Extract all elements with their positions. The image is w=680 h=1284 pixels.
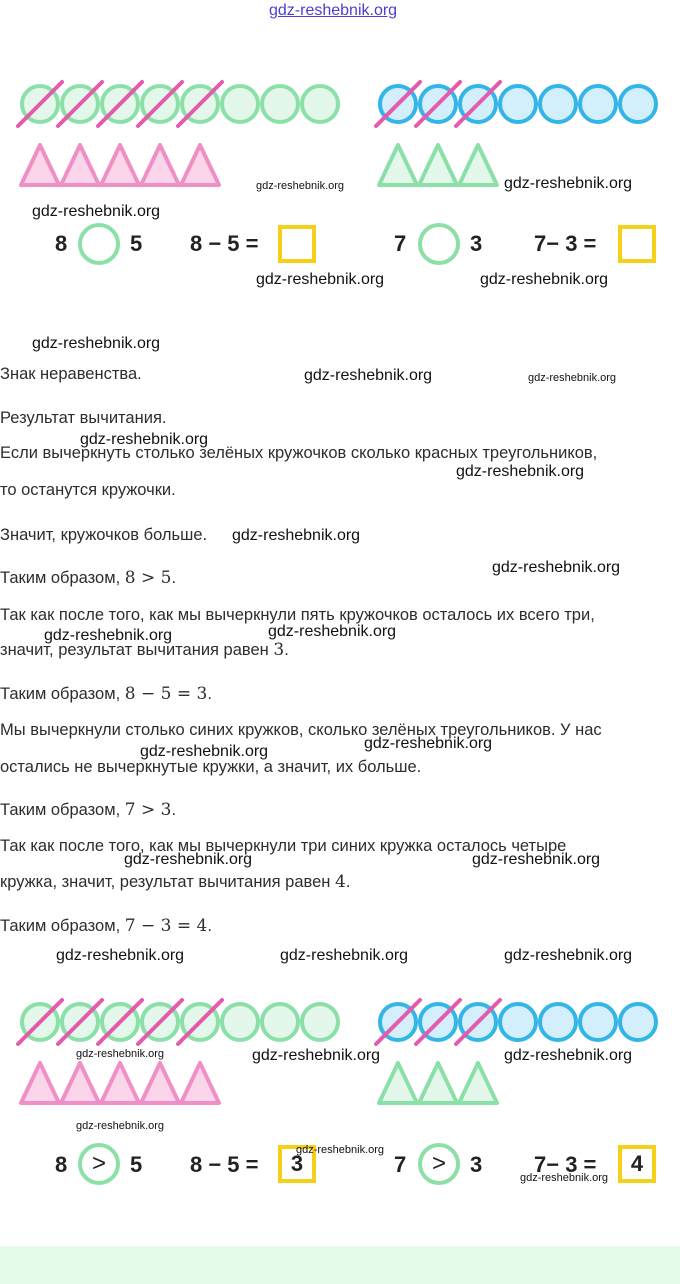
watermark: gdz-reshebnik.org: [76, 1048, 165, 1060]
paragraph-blue-line2: остались не вычеркнутые кружки, а значит, их больше.: [0, 758, 422, 776]
green-circle: [262, 1004, 298, 1040]
header-watermark-link[interactable]: gdz-reshebnik.org: [269, 2, 398, 19]
pink-triangles-row: [21, 1063, 219, 1103]
period: .: [171, 569, 177, 587]
pink-triangle: [181, 145, 219, 185]
period: .: [207, 685, 212, 703]
watermark: gdz-reshebnik.org: [504, 947, 633, 964]
green-triangle: [379, 1063, 417, 1103]
watermark: gdz-reshebnik.org: [364, 735, 493, 752]
watermark: gdz-reshebnik.org: [504, 1047, 633, 1064]
watermark: gdz-reshebnik.org: [252, 1047, 381, 1064]
green-triangle: [419, 145, 457, 185]
blue-circle: [500, 1004, 536, 1040]
pink-triangle: [141, 145, 179, 185]
bottom-left-number-b: 5: [130, 1152, 143, 1177]
top-left-number-b: 5: [130, 231, 143, 256]
blue-circle: [500, 86, 536, 122]
bottom-right-answer: 4: [630, 1151, 644, 1176]
paragraph-sign: Знак неравенства.: [0, 365, 142, 383]
watermark: gdz-reshebnik.org: [44, 627, 173, 644]
green-triangle: [419, 1063, 457, 1103]
top-left-number-a: 8: [55, 231, 68, 256]
watermark: gdz-reshebnik.org: [56, 947, 185, 964]
footer-band: [0, 1246, 680, 1284]
paragraph-conclusion-2: [0, 676, 212, 712]
conclusion-3-prefix: Таким образом,: [0, 801, 125, 819]
green-circles-row: [18, 1000, 338, 1044]
green-triangle: [459, 145, 497, 185]
blue-circle: [620, 1004, 656, 1040]
top-left-equation: 8 − 5 =: [190, 231, 259, 256]
conclusion-2-prefix: Таким образом,: [0, 685, 125, 703]
paragraph-five-crossed-line1: Так как после того, как мы вычеркнули пять кружочков осталось их всего три,: [0, 606, 595, 624]
top-right-answer-box[interactable]: [618, 225, 656, 263]
watermark: gdz-reshebnik.org: [456, 463, 585, 480]
watermark: gdz-reshebnik.org: [472, 851, 601, 868]
pink-triangle: [101, 145, 139, 185]
bottom-left-answer: 3: [290, 1151, 304, 1176]
pink-triangle: [61, 1063, 99, 1103]
conclusion-4-prefix: Таким образом,: [0, 917, 125, 935]
bottom-right-answer-box: [618, 1145, 656, 1183]
pink-triangle: [181, 1063, 219, 1103]
watermark: gdz-reshebnik.org: [140, 743, 269, 760]
top-right-number-b: 3: [470, 231, 483, 256]
blue-circles-row: [376, 82, 656, 126]
green-circle: [302, 1004, 338, 1040]
watermark: gdz-reshebnik.org: [280, 947, 409, 964]
watermark: gdz-reshebnik.org: [480, 271, 609, 288]
green-triangles-row: [379, 1063, 497, 1103]
paragraph-blue-line1: Мы вычеркнули столько синих кружков, сколько зелёных треугольников. У нас: [0, 721, 602, 739]
pink-triangle: [21, 145, 59, 185]
bottom-left-number-a: 8: [55, 1152, 68, 1177]
conclusion-4-math: 7 − 3 = 4: [124, 916, 208, 936]
green-triangle: [379, 145, 417, 185]
pink-triangle: [101, 1063, 139, 1103]
paragraph-green-line1: Если вычеркнуть столько зелёных кружочков сколько красных треугольников,: [0, 444, 598, 462]
watermark: gdz-reshebnik.org: [492, 559, 621, 576]
blue-circle: [540, 86, 576, 122]
conclusion-1-prefix: Таким образом,: [0, 569, 125, 587]
watermark: gdz-reshebnik.org: [296, 1144, 385, 1156]
pink-triangle: [21, 1063, 59, 1103]
green-triangles-row: [379, 145, 497, 185]
bottom-right-sign: >: [431, 1150, 446, 1177]
period: .: [345, 873, 351, 891]
bottom-left-sign: >: [91, 1150, 106, 1177]
top-right-comparison-circle[interactable]: [418, 223, 460, 265]
paragraph-conclusion-4: [0, 908, 212, 944]
blue-circle: [580, 86, 616, 122]
watermark: gdz-reshebnik.org: [304, 367, 433, 384]
five-crossed-math: 3: [273, 640, 285, 660]
five-crossed-prefix: значит, результат вычитания равен: [0, 641, 274, 659]
green-circle: [222, 86, 258, 122]
green-circle: [222, 1004, 258, 1040]
paragraph-conclusion-3: [0, 792, 176, 828]
watermark: gdz-reshebnik.org: [32, 203, 161, 220]
pink-triangle: [141, 1063, 179, 1103]
paragraph-three-crossed-line1: Так как после того, как мы вычеркнули три синих кружка осталось четыре: [0, 837, 567, 855]
paragraph-green-line2: то останутся кружочки.: [0, 481, 176, 499]
bottom-right-comparison-circle: [418, 1143, 460, 1185]
green-circles-row: [18, 82, 338, 126]
period: .: [207, 917, 212, 935]
conclusion-1-math: 8 > 5: [124, 568, 172, 588]
watermark: gdz-reshebnik.org: [76, 1120, 165, 1132]
blue-circle: [620, 86, 656, 122]
green-triangle: [459, 1063, 497, 1103]
top-left-answer-box[interactable]: [278, 225, 316, 263]
watermark: gdz-reshebnik.org: [32, 335, 161, 352]
pink-triangles-row: [21, 145, 219, 185]
blue-circle: [580, 1004, 616, 1040]
paragraph-three-crossed-line2: [0, 864, 350, 900]
paragraph-conclusion-1: [0, 560, 176, 596]
bottom-right-number-a: 7: [394, 1152, 407, 1177]
bottom-left-comparison-circle: [78, 1143, 120, 1185]
watermark: gdz-reshebnik.org: [520, 1172, 609, 1184]
green-circle: [302, 86, 338, 122]
top-right-number-a: 7: [394, 231, 407, 256]
watermark: gdz-reshebnik.org: [232, 527, 361, 544]
watermark: gdz-reshebnik.org: [124, 851, 253, 868]
pink-triangle: [61, 145, 99, 185]
period: .: [171, 801, 177, 819]
top-right-equation: 7− 3 =: [534, 231, 597, 256]
period: .: [284, 641, 289, 659]
bottom-left-equation: 8 − 5 =: [190, 1152, 259, 1177]
watermark: gdz-reshebnik.org: [256, 271, 385, 288]
watermark: gdz-reshebnik.org: [268, 623, 397, 640]
paragraph-result: Результат вычитания.: [0, 409, 167, 427]
conclusion-3-math: 7 > 3: [124, 800, 172, 820]
blue-circles-row: [376, 1000, 656, 1044]
bottom-right-equation: 7− 3 =: [534, 1152, 597, 1177]
paragraph-more-circles: Значит, кружочков больше.: [0, 526, 208, 544]
watermark: gdz-reshebnik.org: [80, 431, 209, 448]
three-crossed-math: 4: [334, 872, 346, 892]
three-crossed-prefix: кружка, значит, результат вычитания равен: [0, 873, 335, 891]
green-circle: [262, 86, 298, 122]
top-left-comparison-circle[interactable]: [78, 223, 120, 265]
conclusion-2-math: 8 − 5 = 3: [124, 684, 208, 704]
watermark: gdz-reshebnik.org: [256, 180, 345, 192]
blue-circle: [540, 1004, 576, 1040]
watermark: gdz-reshebnik.org: [528, 372, 617, 384]
watermark: gdz-reshebnik.org: [504, 175, 633, 192]
bottom-right-number-b: 3: [470, 1152, 483, 1177]
